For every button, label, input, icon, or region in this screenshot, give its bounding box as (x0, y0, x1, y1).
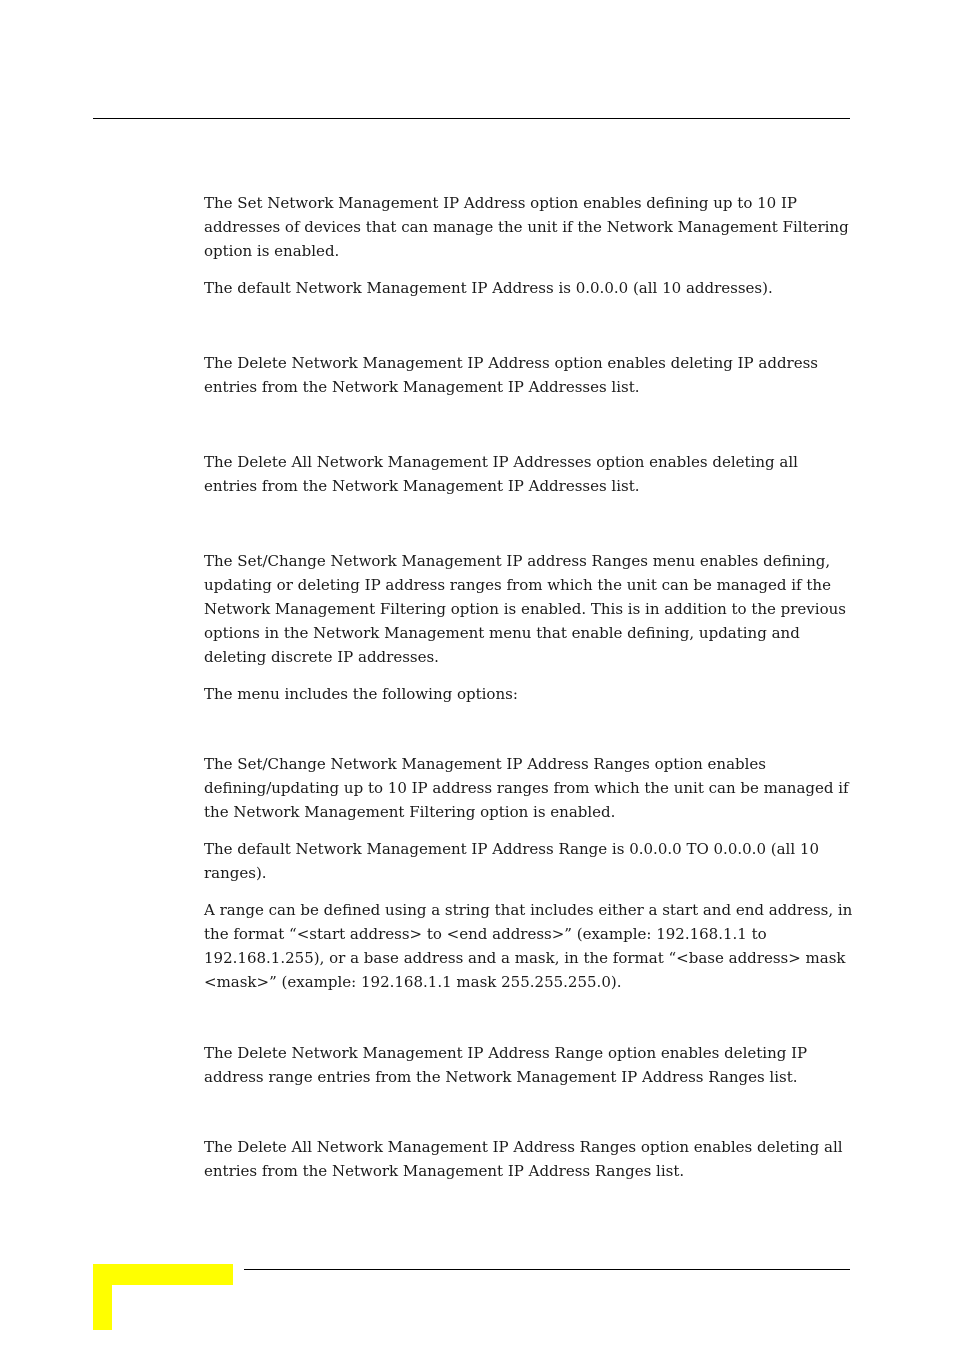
paragraph-default-range: The default Network Management IP Address Range is 0.0.0.0 TO 0.0.0.0 (all 10 ranges). (204, 840, 819, 882)
page-corner-tab (93, 1264, 233, 1285)
paragraph-delete-all-ranges: The Delete All Network Management IP Address Ranges option enables deleting all entries from the Network Management IP Address Ranges list. (204, 1138, 843, 1180)
paragraph-ranges-menu: The Set/Change Network Management IP address Ranges menu enables defining, updating or deleting IP address ranges from which the unit can be managed if the Network Management Filtering option is enabled. This is in addition to the previous options in the Network Management menu that enable defining, updating and deleting discrete IP addresses. (204, 552, 846, 666)
page-corner-tab-stem (93, 1264, 112, 1330)
paragraph-delete-range: The Delete Network Management IP Address Range option enables deleting IP address range entries from the Network Management IP Address Ranges list. (204, 1044, 808, 1086)
footer-rule (244, 1269, 850, 1270)
paragraph-set-ranges: The Set/Change Network Management IP Address Ranges option enables defining/updating up to 10 IP address ranges from which the unit can be managed if the Network Management Filtering option is enabled. (204, 755, 849, 821)
paragraph-delete-nm-ip: The Delete Network Management IP Address option enables deleting IP address entries from the Network Management IP Addresses list. (204, 354, 818, 396)
paragraph-set-nm-ip: The Set Network Management IP Address option enables defining up to 10 IP addresses of devices that can manage the unit if the Network Management Filtering option is enabled. (204, 194, 849, 260)
paragraph-menu-options: The menu includes the following options: (204, 685, 518, 703)
paragraph-default-nm-ip: The default Network Management IP Address is 0.0.0.0 (all 10 addresses). (204, 279, 773, 297)
header-rule (93, 118, 850, 119)
paragraph-delete-all-nm-ip: The Delete All Network Management IP Addresses option enables deleting all entries from the Network Management IP Addresses list. (204, 453, 798, 495)
paragraph-range-format: A range can be defined using a string that includes either a start and end address, in the format “<start address> to <end address>” (example: 192.168.1.1 to 192.168.1.255), or a base address and a mask, in the format “<base address> mask <mask>” (example: 192.168.1.1 mask 255.255.255.0). (204, 901, 853, 991)
